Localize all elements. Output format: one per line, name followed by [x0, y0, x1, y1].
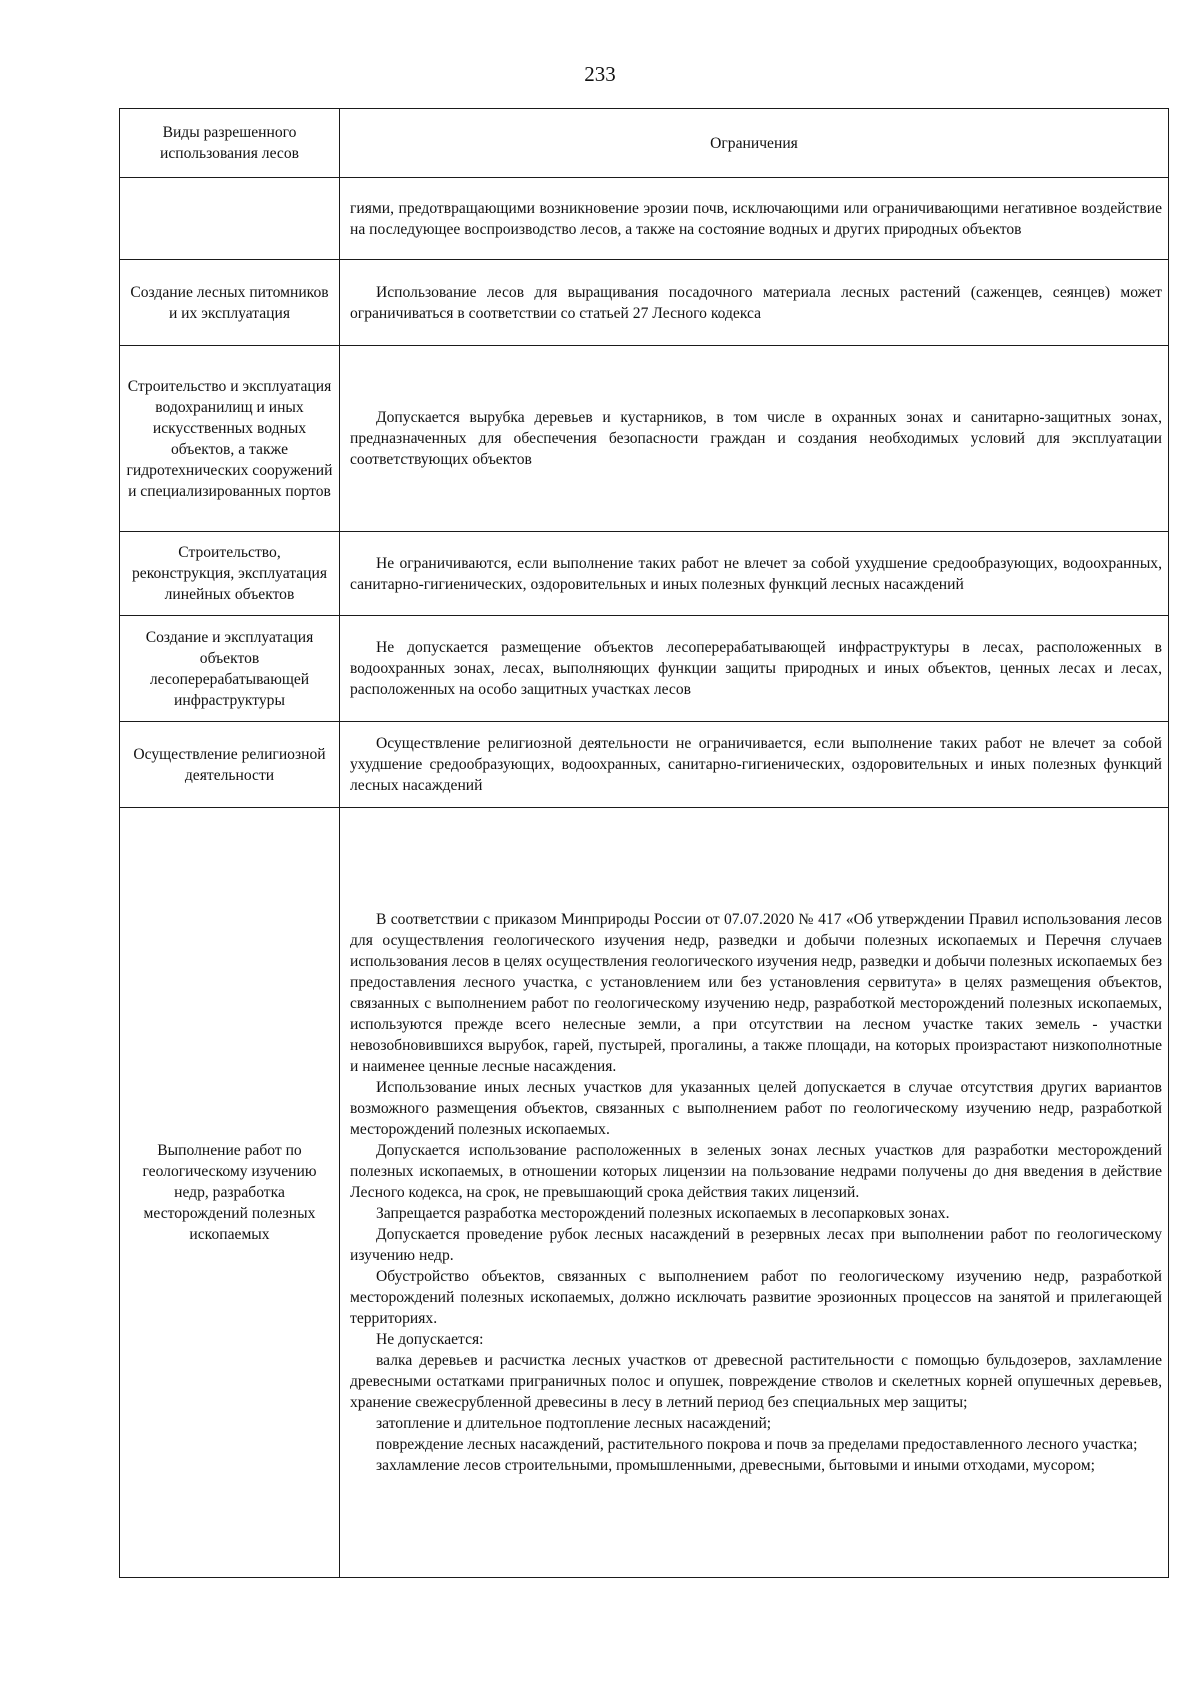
restriction-paragraph: Использование иных лесных участков для указанных целей допускается в случае отсутствия других вариантов возможного размещения объектов, связанных с выполнением работ по геологическому изучению недр, разработкой месторождений полезных ископаемых.	[350, 1079, 1162, 1138]
row-use-type: Создание лесных питомников и их эксплуатация	[120, 260, 340, 346]
header-restrictions: Ограничения	[340, 109, 1169, 178]
table-row	[120, 260, 1169, 346]
restriction-list-item: повреждение лесных насаждений, растительного покрова и почв за пределами предоставленного лесного участка;	[376, 1436, 1138, 1453]
row-restriction	[340, 346, 1169, 532]
table-row	[120, 178, 1169, 260]
restriction-paragraph: Осуществление религиозной деятельности не ограничивается, если выполнение таких работ не влечет за собой ухудшение средообразующих, водоохранных, санитарно-гигиенических, оздоровительных и иных полезных функций лесных насаждений	[350, 735, 1162, 794]
restriction-paragraph: Запрещается разработка месторождений полезных ископаемых в лесопарковых зонах.	[376, 1205, 950, 1222]
table-row	[120, 532, 1169, 616]
row-use-type: Осуществление религиозной деятельности	[120, 722, 340, 808]
page-number: 233	[584, 62, 616, 86]
restriction-list-item: захламление лесов строительными, промышленными, древесными, бытовыми и иными отходами, мусором;	[376, 1457, 1095, 1474]
row-restriction	[340, 532, 1169, 616]
row-restriction	[340, 616, 1169, 722]
row-use-type: Выполнение работ по геологическому изучению недр, разработка месторождений полезных ископаемых	[120, 808, 340, 1578]
restrictions-table	[119, 108, 1169, 1578]
restriction-paragraph: Допускается проведение рубок лесных насаждений в резервных лесах при выполнении работ по геологическому изучению недр.	[350, 1226, 1162, 1264]
restriction-paragraph: В соответствии с приказом Минприроды России от 07.07.2020 № 417 «Об утверждении Правил использования лесов для осуществления геологического изучения недр, разведки и добычи полезных ископаемых и Перечня случаев использования лесов в целях осуществления геологического изучения недр, разведки и добычи полезных ископаемых без предоставления лесного участка, с установлением или без установления сервитута» в целях размещения объектов, связанных с выполнением работ по геологическому изучению недр, разработкой месторождений полезных ископаемых, используются прежде всего нелесные земли, а при отсутствии на лесном участке таких земель - участки невозобновившихся вырубок, гарей, пустырей, прогалины, а также площади, на которых произрастают низкополнотные и наименее ценные лесные насаждения.	[350, 911, 1162, 1075]
row-restriction	[340, 178, 1169, 260]
row-use-type	[120, 178, 340, 260]
restriction-list-item: валка деревьев и расчистка лесных участков от древесной растительности с помощью бульдозеров, захламление древесными остатками приграничных полос и опушек, повреждение стволов и скелетных корней опушечных деревьев, хранение свежесрубленной древесины в лесу в летний период без специальных мер защиты;	[350, 1352, 1162, 1411]
row-use-type: Строительство и эксплуатация водохранилищ и иных искусственных водных объектов, а также гидротехнических сооружений и специализированных портов	[120, 346, 340, 532]
restriction-list-item: затопление и длительное подтопление лесных насаждений;	[376, 1415, 772, 1432]
table-row	[120, 346, 1169, 532]
row-restriction	[340, 808, 1169, 1578]
row-use-type: Строительство, реконструкция, эксплуатация линейных объектов	[120, 532, 340, 616]
restriction-paragraph: гиями, предотвращающими возникновение эрозии почв, исключающими или ограничивающими негативное воздействие на последующее воспроизводство лесов, а также на состояние водных и других природных объектов	[350, 199, 1162, 238]
header-forest-use-type: Виды разрешенного использования лесов	[120, 109, 340, 178]
row-restriction	[340, 722, 1169, 808]
restriction-paragraph: Использование лесов для выращивания посадочного материала лесных растений (саженцев, сеянцев) может ограничиваться в соответствии со статьей 27 Лесного кодекса	[350, 283, 1162, 322]
restriction-paragraph: Допускается использование расположенных в зеленых зонах лесных участков для разработки месторождений полезных ископаемых, в отношении которых лицензии на пользование недрами получены до дня введения в действие Лесного кодекса, на срок, не превышающий срока действия таких лицензий.	[350, 1142, 1162, 1201]
restriction-paragraph: Обустройство объектов, связанных с выполнением работ по геологическому изучению недр, разработкой месторождений полезных ископаемых, должно исключать развитие эрозионных процессов на занятой и прилегающей территориях.	[350, 1268, 1162, 1327]
restriction-paragraph: Допускается вырубка деревьев и кустарников, в том числе в охранных зонах и санитарно-защитных зонах, предназначенных для обеспечения безопасности граждан и создания необходимых условий для эксплуатации соответствующих объектов	[350, 409, 1162, 468]
table-row	[120, 616, 1169, 722]
table-header-row	[120, 109, 1169, 178]
table-row	[120, 808, 1169, 1578]
restriction-paragraph: Не допускается размещение объектов лесоперерабатывающей инфраструктуры в лесах, расположенных в водоохранных зонах, лесах, выполняющих функции защиты природных и иных объектов, ценных лесах и лесах, расположенных на особо защитных участках лесов	[350, 639, 1162, 698]
table-row	[120, 722, 1169, 808]
row-restriction	[340, 260, 1169, 346]
row-use-type: Создание и эксплуатация объектов лесоперерабатывающей инфраструктуры	[120, 616, 340, 722]
restriction-paragraph: Не допускается:	[376, 1331, 484, 1348]
restriction-paragraph: Не ограничиваются, если выполнение таких работ не влечет за собой ухудшение средообразующих, водоохранных, санитарно-гигиенических, оздоровительных и иных полезных функций лесных насаждений	[350, 554, 1162, 593]
